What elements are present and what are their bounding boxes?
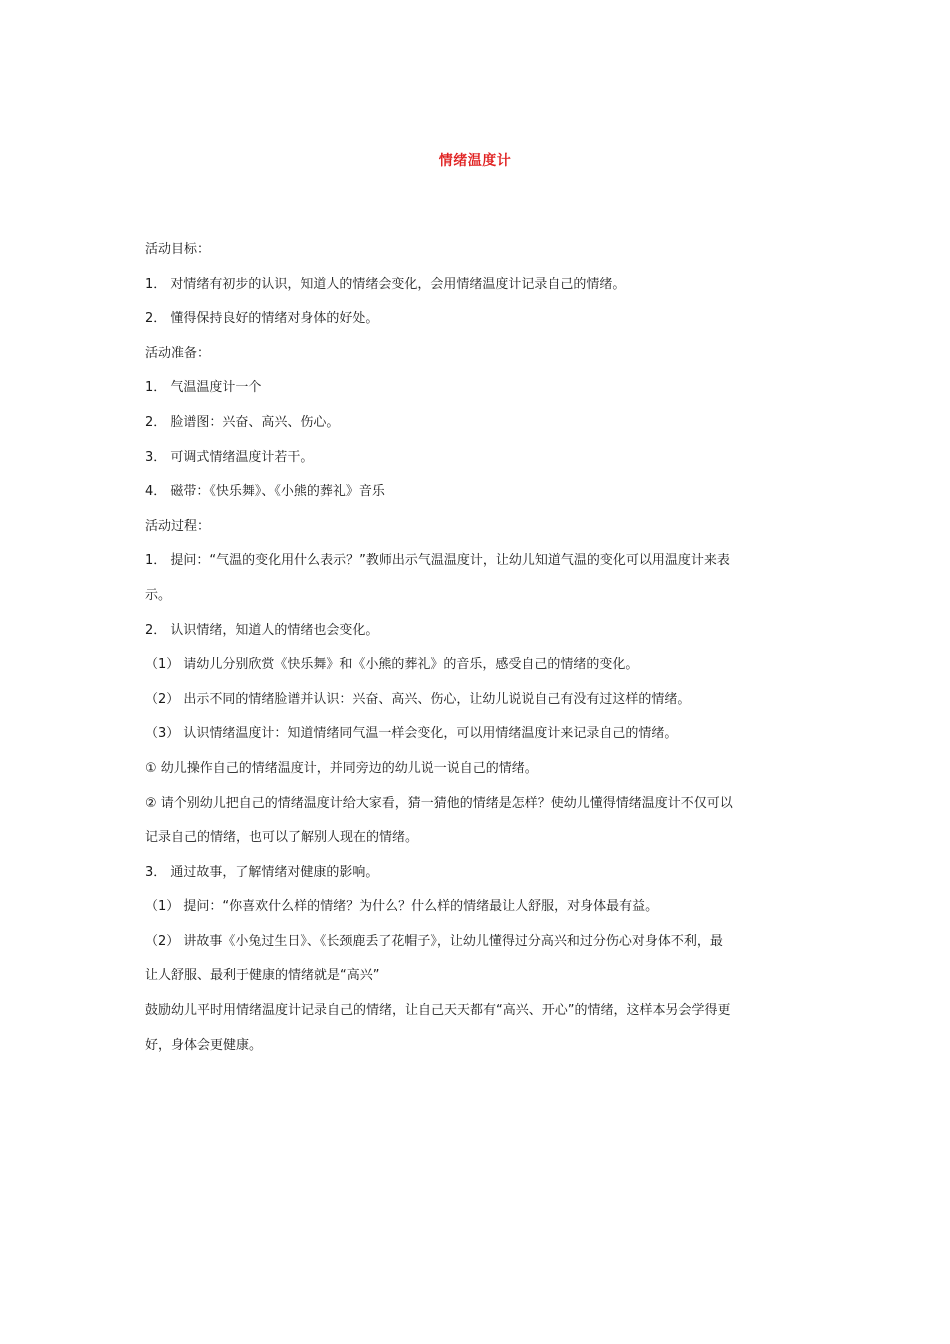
process-step-3: 3． 通过故事，了解情绪对健康的影响。 [145, 864, 379, 880]
process-step-1-continued: 示。 [145, 587, 172, 603]
goal-item-2: 2． 懂得保持良好的情绪对身体的好处。 [145, 311, 379, 327]
process-step-2-sub-3-a: ① 幼儿操作自己的情绪温度计，并同旁边的幼儿说一说自己的情绪。 [145, 760, 538, 776]
goal-item-1: 1． 对情绪有初步的认识，知道人的情绪会变化，会用情绪温度计记录自己的情绪。 [145, 276, 626, 292]
process-step-2: 2． 认识情绪，知道人的情绪也会变化。 [145, 622, 379, 638]
document-body [145, 233, 810, 1063]
process-step-1: 1． 提问：“气温的变化用什么表示？”教师出示气温温度计，让幼儿知道气温的变化可以用温度计来表 [145, 553, 730, 569]
preparation-item-2: 2． 脸谱图：兴奋、高兴、伤心。 [145, 414, 340, 430]
preparation-item-4: 4． 磁带：《快乐舞》、《小熊的葬礼》音乐 [145, 484, 385, 500]
process-step-3-sub-1: （1） 提问：“你喜欢什么样的情绪？为什么？什么样的情绪最让人舒服，对身体最有益。 [145, 899, 659, 915]
section-heading-preparation: 活动准备： [145, 345, 211, 361]
preparation-item-1: 1． 气温温度计一个 [145, 380, 262, 396]
document-title: 情绪温度计 [438, 153, 512, 169]
closing-paragraph: 鼓励幼儿平时用情绪温度计记录自己的情绪，让自己天天都有“高兴、开心”的情绪，这样本另会学得更 [145, 1003, 731, 1019]
section-heading-process: 活动过程： [145, 518, 211, 534]
process-step-2-sub-3-b: ② 请个别幼儿把自己的情绪温度计给大家看，猜一猜他的情绪是怎样？使幼儿懂得情绪温度计不仅可以 [145, 795, 733, 811]
process-step-2-sub-2: （2） 出示不同的情绪脸谱并认识：兴奋、高兴、伤心，让幼儿说说自己有没有过这样的情绪。 [145, 691, 691, 707]
preparation-item-3: 3． 可调式情绪温度计若干。 [145, 449, 314, 465]
closing-paragraph-continued: 好，身体会更健康。 [145, 1037, 263, 1053]
process-step-2-sub-3: （3） 认识情绪温度计：知道情绪同气温一样会变化，可以用情绪温度计来记录自己的情绪。 [145, 726, 678, 742]
section-heading-goals: 活动目标： [145, 242, 211, 257]
process-step-2-sub-1: （1） 请幼儿分别欣赏《快乐舞》和《小熊的葬礼》的音乐，感受自己的情绪的变化。 [145, 657, 639, 673]
process-step-3-sub-2: （2） 讲故事《小兔过生日》、《长颈鹿丢了花帽子》，让幼儿懂得过分高兴和过分伤心对身体不利，最 [145, 933, 723, 949]
process-step-3-sub-2-continued: 让人舒服、最利于健康的情绪就是“高兴” [145, 968, 380, 984]
process-step-2-sub-3-b-continued: 记录自己的情绪，也可以了解别人现在的情绪。 [145, 830, 419, 846]
